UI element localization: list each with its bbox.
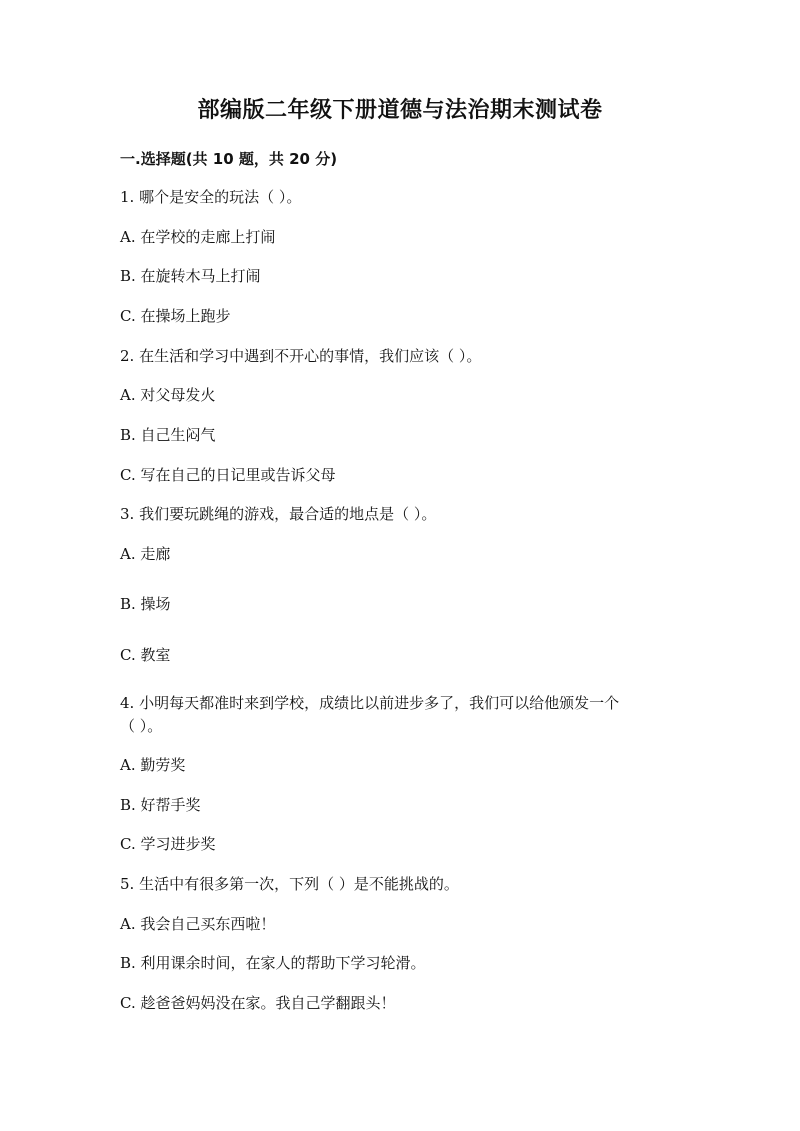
question-2-stem: 2. 在生活和学习中遇到不开心的事情，我们应该（ ）。 [120, 347, 482, 365]
page-title: 部编版二年级下册道德与法治期末测试卷 [197, 98, 603, 123]
question-1-option-c: C. 在操场上跑步 [120, 307, 231, 325]
question-3-option-b: B. 操场 [120, 595, 171, 613]
question-5-option-b: B. 利用课余时间，在家人的帮助下学习轮滑。 [120, 954, 426, 972]
question-4-option-a: A. 勤劳奖 [120, 756, 186, 774]
question-2-option-c: C. 写在自己的日记里或告诉父母 [120, 466, 336, 484]
question-5-stem: 5. 生活中有很多第一次，下列（ ）是不能挑战的。 [120, 875, 459, 893]
question-1-option-b: B. 在旋转木马上打闹 [120, 267, 261, 285]
question-1-option-a: A. 在学校的走廊上打闹 [120, 228, 276, 246]
question-3-stem: 3. 我们要玩跳绳的游戏，最合适的地点是（ ）。 [120, 505, 437, 523]
question-3-option-a: A. 走廊 [120, 545, 171, 563]
section-heading: 一.选择题(共 10 题，共 20 分) [120, 150, 338, 168]
question-5-option-a: A. 我会自己买东西啦！ [120, 915, 276, 933]
question-2-option-a: A. 对父母发火 [120, 386, 216, 404]
question-4-option-c: C. 学习进步奖 [120, 835, 216, 853]
question-5-option-c: C. 趁爸爸妈妈没在家。我自己学翻跟头！ [120, 994, 396, 1012]
question-4-stem-line-2: （ ）。 [120, 717, 163, 735]
question-4-option-b: B. 好帮手奖 [120, 796, 201, 814]
question-4-stem-line-1: 4. 小明每天都准时来到学校，成绩比以前进步多了，我们可以给他颁发一个 [120, 694, 620, 712]
question-1-stem: 1. 哪个是安全的玩法（ ）。 [120, 188, 302, 206]
question-3-option-c: C. 教室 [120, 646, 171, 664]
question-2-option-b: B. 自己生闷气 [120, 426, 216, 444]
